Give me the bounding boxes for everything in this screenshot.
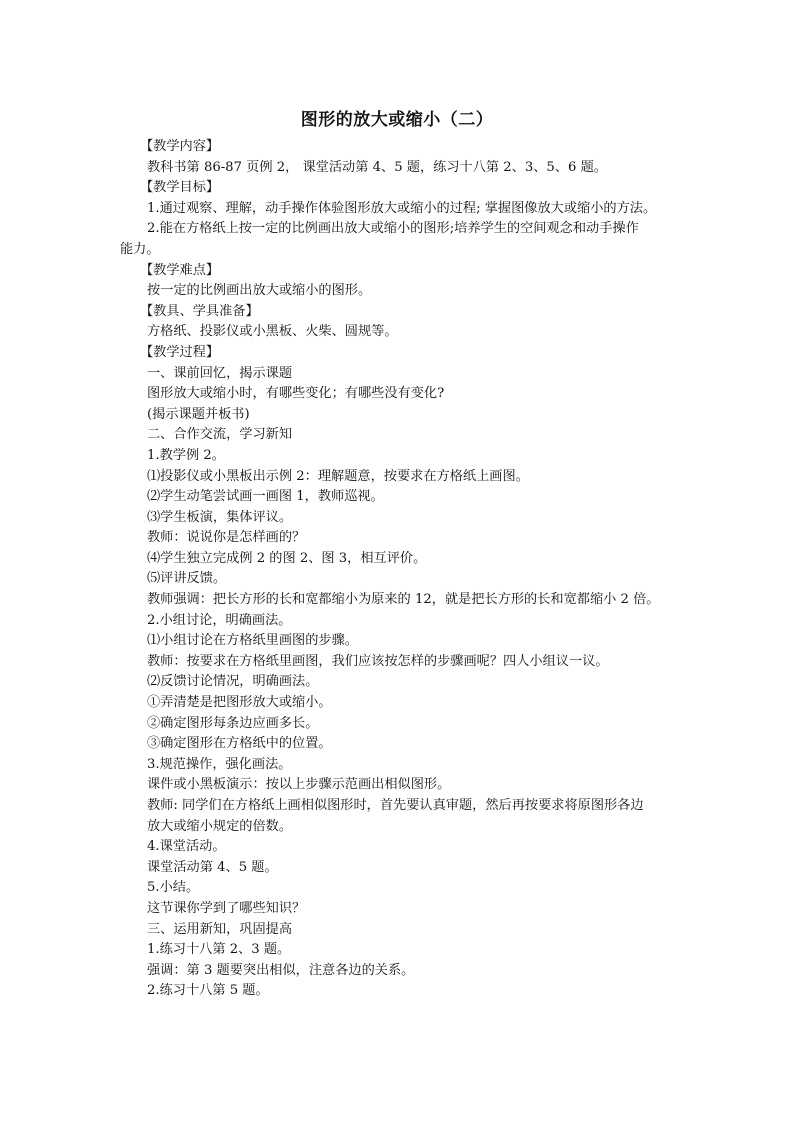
paragraph: 这节课你学到了哪些知识？ (147, 900, 306, 916)
paragraph: 图形放大或缩小时，有哪些变化；有哪些没有变化? (147, 386, 445, 402)
paragraph: 2.小组讨论，明确画法。 (147, 612, 292, 628)
paragraph: 课件或小黑板演示：按以上步骤示范画出相似图形。 (147, 777, 451, 793)
section-heading-difficulty: 【教学难点】 (140, 262, 220, 278)
section-heading-process: 【教学过程】 (140, 344, 220, 360)
paragraph: 2.练习十八第 5 题。 (147, 983, 269, 999)
paragraph: ②确定图形每条边应画多长。 (147, 715, 319, 731)
paragraph: 1.教学例 2。 (147, 447, 225, 463)
paragraph: ⑵反馈讨论情况，明确画法。 (147, 674, 319, 690)
document-body (120, 137, 680, 1002)
paragraph: 3.规范操作，强化画法。 (147, 756, 292, 772)
paragraph: 教科书第 86-87 页例 2， 课堂活动第 4、5 题，练习十八第 2、3、5、6 题。 (147, 159, 607, 175)
section-heading-goals: 【教学目标】 (140, 180, 220, 196)
paragraph: 教师: 同学们在方格纸上画相似图形时，首先要认真审题，然后再按要求将原图形各边 (147, 798, 644, 813)
paragraph: ⑴小组讨论在方格纸里画图的步骤。 (147, 633, 358, 649)
paragraph: 方格纸、投影仪或小黑板、火柴、圆规等。 (147, 324, 398, 340)
paragraph: ⑷学生独立完成例 2 的图 2、图 3，相互评价。 (147, 550, 427, 566)
section-heading-content: 【教学内容】 (140, 139, 220, 154)
paragraph-continuation: 放大或缩小规定的倍数。 (147, 818, 293, 834)
paragraph: 三、运用新知，巩固提高 (147, 921, 293, 937)
paragraph: 按一定的比例画出放大或缩小的图形。 (147, 283, 372, 299)
paragraph: ⑵学生动笔尝试画一画图 1，教师巡视。 (147, 489, 384, 505)
paragraph: 2.能在方格纸上按一定的比例画出放大或缩小的图形;培养学生的空间观念和动手操作 (147, 221, 639, 237)
paragraph: 教师：按要求在方格纸里画图，我们应该按怎样的步骤画呢？四人小组议一议。 (147, 653, 609, 669)
paragraph: 教师：说说你是怎样画的？ (147, 530, 306, 546)
document-title: 图形的放大或缩小（二） (300, 110, 494, 130)
paragraph: ①弄清楚是把图形放大或缩小。 (147, 695, 332, 711)
paragraph: 1.通过观察、理解，动手操作体验图形放大或缩小的过程; 掌握图像放大或缩小的方法。 (147, 200, 657, 216)
paragraph-continuation: 能力。 (120, 241, 160, 257)
paragraph: 二、合作交流，学习新知 (147, 427, 293, 443)
paragraph: ⑴投影仪或小黑板出示例 2：理解题意，按要求在方格纸上画图。 (147, 468, 529, 484)
paragraph: 4.课堂活动。 (147, 839, 226, 855)
paragraph: (揭示课题并板书) (147, 406, 250, 422)
paragraph: 强调：第 3 题要突出相似，注意各边的关系。 (147, 962, 415, 978)
paragraph: 课堂活动第 4、5 题。 (147, 859, 278, 875)
paragraph: ⑶学生板演，集体评议。 (147, 509, 293, 525)
paragraph: ⑸评讲反馈。 (147, 571, 227, 587)
paragraph: 一、课前回忆，揭示课题 (147, 365, 293, 381)
paragraph: 5.小结。 (147, 880, 200, 896)
paragraph: 教师强调：把长方形的长和宽都缩小为原来的 12，就是把长方形的长和宽都缩小 2 倍。 (147, 592, 660, 608)
section-heading-materials: 【教具、学具准备】 (140, 303, 259, 319)
paragraph: 1.练习十八第 2、3 题。 (147, 942, 291, 958)
paragraph: ③确定图形在方格纸中的位置。 (147, 736, 332, 752)
